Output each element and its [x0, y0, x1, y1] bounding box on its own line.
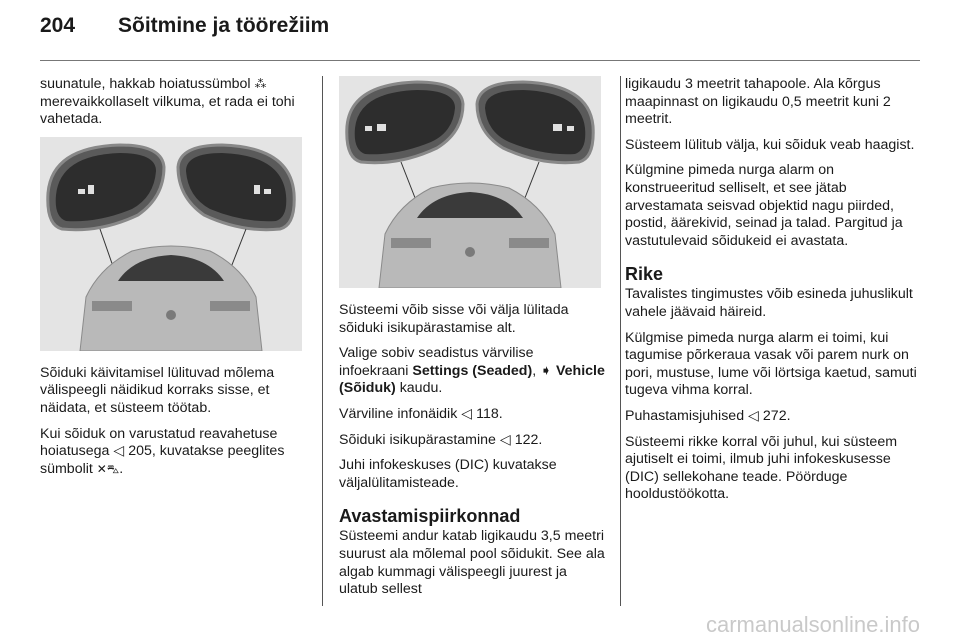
lane-change-symbol-icon: ✕⛍: [96, 461, 120, 476]
page-reference-arrow-icon: ◁: [748, 407, 759, 424]
page-reference: 272.: [762, 407, 791, 424]
menu-path-settings: Settings (Seaded): [412, 362, 533, 379]
page-reference: 118.: [476, 405, 503, 422]
side-blind-spot-symbol-icon: ⁂: [254, 77, 267, 91]
header-divider: [40, 60, 920, 61]
paragraph: Puhastamisjuhised ◁ 272.: [625, 407, 791, 424]
paragraph: Süsteemi andur katab ligikaudu 3,5 meetri suurust ala mõlemal pool sõidukit. See ala algab kummagi välispeegli juurest ja ulatub sellest: [339, 528, 605, 598]
page-reference-arrow-icon: ◁: [461, 405, 473, 422]
watermark: carmanualsonline.info: [705, 612, 920, 637]
paragraph: Külgmine pimeda nurga alarm on konstrueeritud selliselt, et see jätab arvestamata seisvad objektid nagu piirded, postid, äärekivid, seinad ja talad. Pargitud ja vastutulevaid sõidukeid ei avastata.: [625, 162, 903, 249]
section-heading-detection-zones: Avastamispiirkonnad: [339, 506, 521, 527]
page-reference: 122.: [514, 431, 543, 448]
menu-arrow-icon: ➧: [540, 362, 552, 379]
paragraph: Valige sobiv seadistus värvilise infoekraani Settings (Seaded), ➧ Vehicle (Sõiduk) kaudu.: [339, 345, 605, 397]
page-reference-arrow-icon: ◁: [499, 431, 511, 448]
paragraph: Süsteemi võib sisse või välja lülitada sõiduki isikupärastamise alt.: [339, 302, 569, 336]
menu-path-vehicle: Vehicle (Sõiduk): [339, 362, 605, 397]
page-number: 204: [40, 14, 76, 37]
paragraph: Külgmise pimeda nurga alarm ei toimi, kui tagumise põrkeraua vasak või parem nurk on pori, mustuse, lume või lörtsiga kaetud, samuti tugeva vihma korral.: [625, 329, 917, 399]
paragraph: ligikaudu 3 meetrit tahapoole. Ala kõrgus maapinnast on ligikaudu 0,5 meetrit kuni 2 meetrit.: [625, 76, 891, 128]
column-3: [625, 76, 925, 512]
paragraph: Süsteemi rikke korral või juhul, kui süsteem ajutiselt ei toimi, ilmub juhi infokeskusesse (DIC) sellekohane teade. Pöörduge hooldustöökotta.: [625, 433, 898, 503]
mirror-indicator-figure-1: [40, 137, 302, 351]
section-heading-fault: Rike: [625, 264, 664, 285]
paragraph: Süsteem lülitub välja, kui sõiduk veab haagist.: [625, 136, 915, 153]
page-reference-arrow-icon: ◁: [113, 443, 125, 460]
paragraph: Sõiduki käivitamisel lülituvad mõlema välispeegli näidikud korraks sisse, et näidata, et süsteem töötab.: [40, 364, 275, 416]
mirror-indicator-figure-2: [339, 76, 601, 288]
page-header: [40, 14, 329, 48]
column-1: [40, 76, 306, 486]
chapter-title: Sõitmine ja töörežiim: [118, 14, 330, 37]
paragraph: Kui sõiduk on varustatud reavahetuse hoiatusega ◁ 205, kuvatakse peeglites sümbolit ✕⛍.: [40, 425, 285, 477]
paragraph: Juhi infokeskuses (DIC) kuvatakse väljalülitamisteade.: [339, 457, 557, 491]
page-reference: 205: [128, 443, 152, 460]
paragraph: Tavalistes tingimustes võib esineda juhuslikult vahele jäävaid häireid.: [625, 286, 913, 320]
column-divider: [620, 76, 621, 606]
column-divider: [322, 76, 323, 606]
column-2: [339, 76, 605, 607]
paragraph: suunatule, hakkab hoiatussümbol ⁂ merevaikkollaselt vilkuma, et rada ei tohi vahetada.: [40, 76, 295, 128]
paragraph: Sõiduki isikupärastamine ◁ 122.: [339, 431, 543, 448]
paragraph: Värviline infonäidik ◁ 118.: [339, 405, 503, 422]
